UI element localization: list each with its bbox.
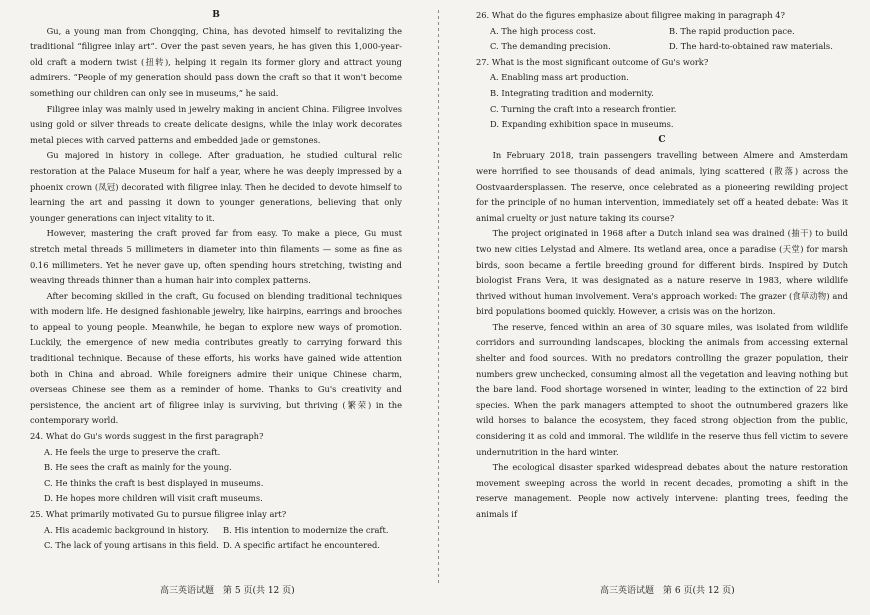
q26-option-d: D. The hard-to-obtained raw materials. <box>669 41 833 52</box>
q26-options-row-1 <box>476 24 848 40</box>
passage-c-paragraph-4: The ecological disaster sparked widespread debates about the nature restoration movement sweeping across the world in recent decades, promoting a shift in the reserve management. People now actively intervene: planting trees, feeding the animals if <box>476 462 848 519</box>
q25-option-b: B. His intention to modernize the craft. <box>223 524 389 535</box>
passage-c-paragraph-2: The project originated in 1968 after a Dutch inland sea was drained (抽干) to build two new cities Lelystad and Almere. Its wetland area, once a paradise (天堂) for marsh birds, soon became a fertile breeding ground for different birds. Inspired by Dutch biologist Frans Vera, it was designated as a nature reserve in 1983, where wildlife thrived without human involvement. Vera's approach worked: The grazer (食草动物) and bird populations boomed quickly. However, a crisis was on the horizon. <box>476 228 848 317</box>
q27-option-a: A. Enabling mass art production. <box>490 72 629 83</box>
passage-b-paragraph-3: Gu majored in history in college. After graduation, he studied cultural relic restoration at the Palace Museum for half a year, where he was deeply impressed by a phoenix crown (凤冠) decorated with filigree inlay. Then he decided to devote himself to learning the art and passing it down to younger generations, believing that only younger generations can inject vitality to it. <box>30 150 402 223</box>
page-footer-left: 高三英语试题 第 5 页(共 12 页) <box>160 586 295 596</box>
section-b-heading: B <box>212 10 220 20</box>
passage-c-paragraph-3: The reserve, fenced within an area of 30 square miles, was isolated from wildlife corridors and surrounding landscapes, blocking the animals from accessing external shelter and food sources. With no predators controlling the grazer population, their numbers grew unchecked, consuming almost all the vegetation and leaving nothing but the bare land. Food shortage worsened in winter, leading to the extinction of 22 bird species. When the park managers attempted to shoot the outnumbered grazers like wild horses to balance the ecosystem, they faced strong objection from the public, considering it as cold and immoral. The wildlife in the reserve thus fell victim to severe undernutrition in the hard winter. <box>476 321 848 457</box>
q26-option-b: B. The rapid production pace. <box>669 25 795 36</box>
passage-b-paragraph-5: After becoming skilled in the craft, Gu focused on blending traditional techniques with modern life. He designed fashionable jewelry, like hairpins, earrings and brooches to appeal to young people. Meanwhile, he began to explore new ways of promotion. Luckily, the emergence of new media contributes greatly to carrying forward this traditional technique. Because of these efforts, his works have gained wide attention both in China and abroad. While foreigners admire their unique Chinese charm, overseas Chinese see them as a reminder of home. Thanks to Gu's creativity and persistence, the ancient art of filigree inlay is surviving, but thriving (繁荣) in the contemporary world. <box>30 290 402 426</box>
q25-option-d: D. A specific artifact he encountered. <box>223 540 380 551</box>
q25-options-row-1 <box>30 523 402 539</box>
question-26: 26. What do the figures emphasize about filigree making in paragraph 4? <box>476 10 785 20</box>
q24-option-d: D. He hopes more children will visit craft museums. <box>44 493 263 504</box>
passage-b-paragraph-1: Gu, a young man from Chongqing, China, has devoted himself to revitalizing the traditional “filigree inlay art”. Over the past seven years, he has given this 1,000-year-old craft a modern twist (扭转), helping it regain its former glory and attract young admirers. “People of my generation should pass down the craft so that it won't become something our children can only see in museums,” he said. <box>30 25 402 98</box>
q24-option-c: C. He thinks the craft is best displayed in museums. <box>44 477 264 488</box>
question-24: 24. What do Gu's words suggest in the first paragraph? <box>30 431 264 442</box>
q24-option-a: A. He feels the urge to preserve the craft. <box>44 446 221 457</box>
question-27: 27. What is the most significant outcome of Gu's work? <box>476 56 709 67</box>
right-column <box>476 8 848 523</box>
question-25: 25. What primarily motivated Gu to pursue filigree inlay art? <box>30 509 287 519</box>
q25-options-row-2 <box>30 538 402 554</box>
left-column <box>30 8 402 554</box>
passage-b-paragraph-2: Filigree inlay was mainly used in jewelry making in ancient China. Filigree involves using gold or silver threads to create delicate designs, while the inlay work decorates metal pieces with carved patterns and embedded jade or gemstones. <box>30 103 402 145</box>
q25-option-c: C. The lack of young artisans in this field. <box>44 540 219 551</box>
passage-c-paragraph-1: In February 2018, train passengers travelling between Almere and Amsterdam were horrified to see thousands of dead animals, lying scattered (散落) across the Oostvaardersplassen. The reserve, once celebrated as a pioneering rewilding project for the principle of no human intervention, immediately set off a heated debate: Was it animal cruelty or just nature taking its course? <box>476 150 848 223</box>
q25-option-a: A. His academic background in history. <box>44 524 209 535</box>
q26-option-a: A. The high process cost. <box>490 25 596 36</box>
page-divider <box>438 10 439 585</box>
passage-b-paragraph-4: However, mastering the craft proved far from easy. To make a piece, Gu must stretch metal threads 5 millimeters in diameter into thin filaments — some as fine as 0.16 millimeters. Yet he never gave up, often spending hours stretching, twisting and weaving threads thinner than a human hair into complex patterns. <box>30 228 402 286</box>
q24-option-b: B. He sees the craft as mainly for the young. <box>44 462 232 473</box>
q27-option-d: D. Expanding exhibition space in museums. <box>490 119 674 130</box>
q26-option-c: C. The demanding precision. <box>490 41 611 52</box>
section-c-heading: C <box>658 134 666 145</box>
page-footer-right: 高三英语试题 第 6 页(共 12 页) <box>600 586 735 596</box>
q27-option-b: B. Integrating tradition and modernity. <box>490 87 654 98</box>
q26-options-row-2 <box>476 39 848 55</box>
q27-option-c: C. Turning the craft into a research frontier. <box>490 103 677 114</box>
